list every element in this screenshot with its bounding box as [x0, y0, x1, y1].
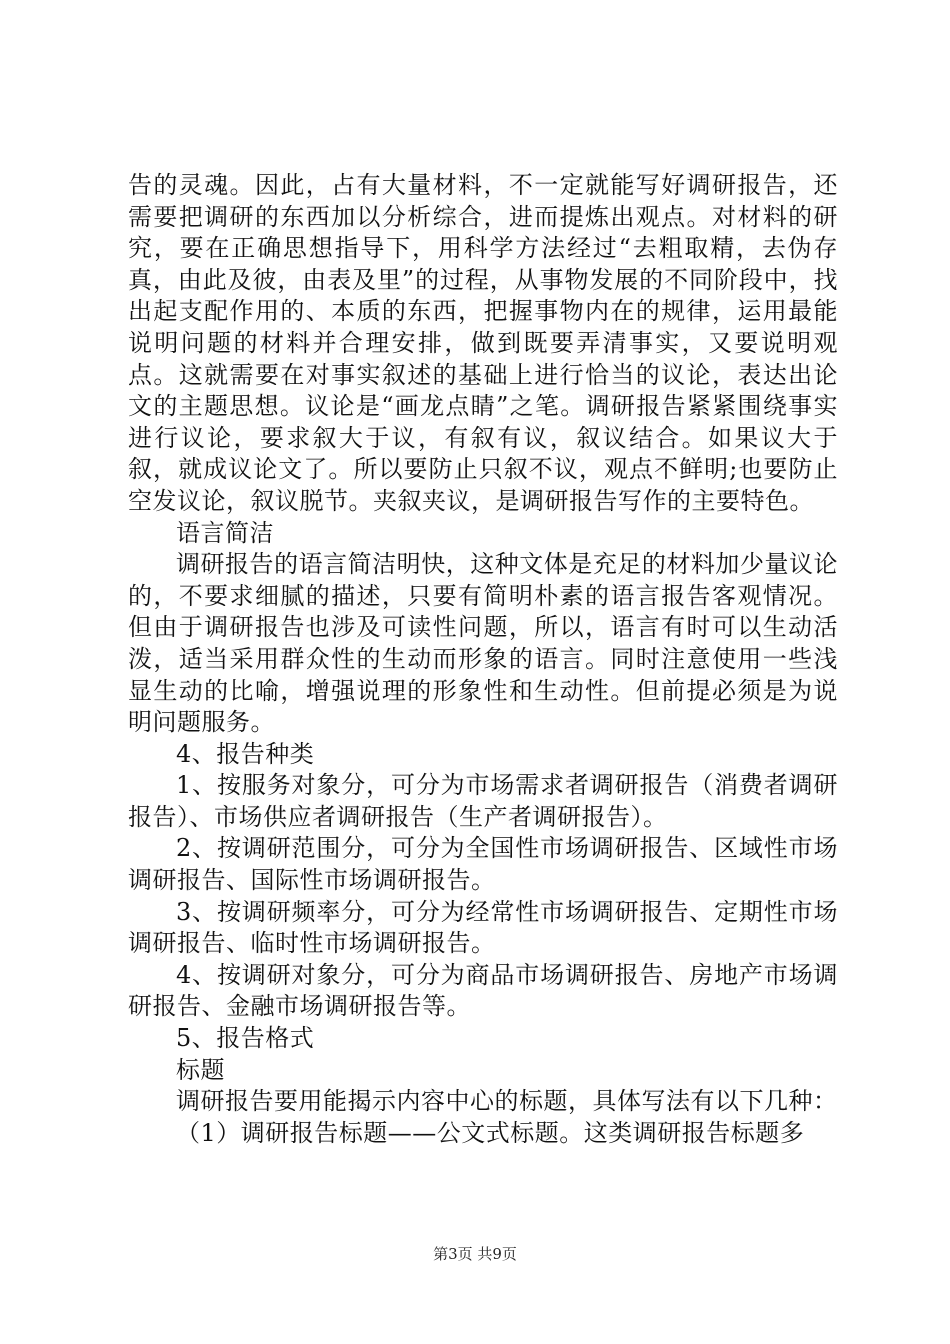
list-item-type-2: 2、按调研范围分，可分为全国性市场调研报告、区域性市场调研报告、国际性市场调研报告。 [128, 834, 838, 895]
list-item-type-4: 4、按调研对象分，可分为商品市场调研报告、房地产市场调研报告、金融市场调研报告等。 [128, 960, 838, 1021]
document-body [128, 170, 838, 1149]
paragraph-title-intro: 调研报告要用能揭示内容中心的标题，具体写法有以下几种： [176, 1087, 838, 1116]
paragraph-analysis: 告的灵魂。因此，占有大量材料，不一定就能写好调研报告，还需要把调研的东西加以分析综合，进而提炼出观点。对材料的研究，要在正确思想指导下，用科学方法经过“去粗取精，去伪存真，由此及彼，由表及里”的过程，从事物发展的不同阶段中，找出起支配作用的、本质的东西，把握事物内在的规律，运用最能说明问题的材料并合理安排，做到既要弄清事实，又要说明观点。这就需要在对事实叙述的基础上进行恰当的议论，表达出论文的主题思想。议论是“画龙点睛”之笔。调研报告紧紧围绕事实进行议论，要求叙大于议，有叙有议，叙议结合。如果议大于叙，就成议论文了。所以要防止只叙不议，观点不鲜明;也要防止空发议论，叙议脱节。夹叙夹议，是调研报告写作的主要特色。 [128, 171, 838, 515]
list-item-type-3: 3、按调研频率分，可分为经常性市场调研报告、定期性市场调研报告、临时性市场调研报告。 [128, 897, 838, 958]
heading-report-format: 5、报告格式 [176, 1024, 315, 1053]
list-item-type-1: 1、按服务对象分，可分为市场需求者调研报告（消费者调研报告）、市场供应者调研报告（生产者调研报告）。 [128, 771, 838, 831]
paragraph-language: 调研报告的语言简洁明快，这种文体是充足的材料加少量议论的，不要求细腻的描述，只要有简明朴素的语言报告客观情况。但由于调研报告也涉及可读性问题，所以，语言有时可以生动活泼，适当采用群众性的生动而形象的语言。同时注意使用一些浅显生动的比喻，增强说理的形象性和生动性。但前提必须是为说明问题服务。 [128, 550, 838, 737]
page-footer [0, 1243, 950, 1264]
paragraph-title-type-1: （1）调研报告标题——公文式标题。这类调研报告标题多 [176, 1118, 805, 1147]
heading-title: 标题 [176, 1055, 225, 1084]
heading-report-types: 4、报告种类 [176, 739, 315, 768]
heading-language-concise: 语言简洁 [176, 518, 274, 547]
page-number: 第3页 共9页 [433, 1245, 517, 1263]
